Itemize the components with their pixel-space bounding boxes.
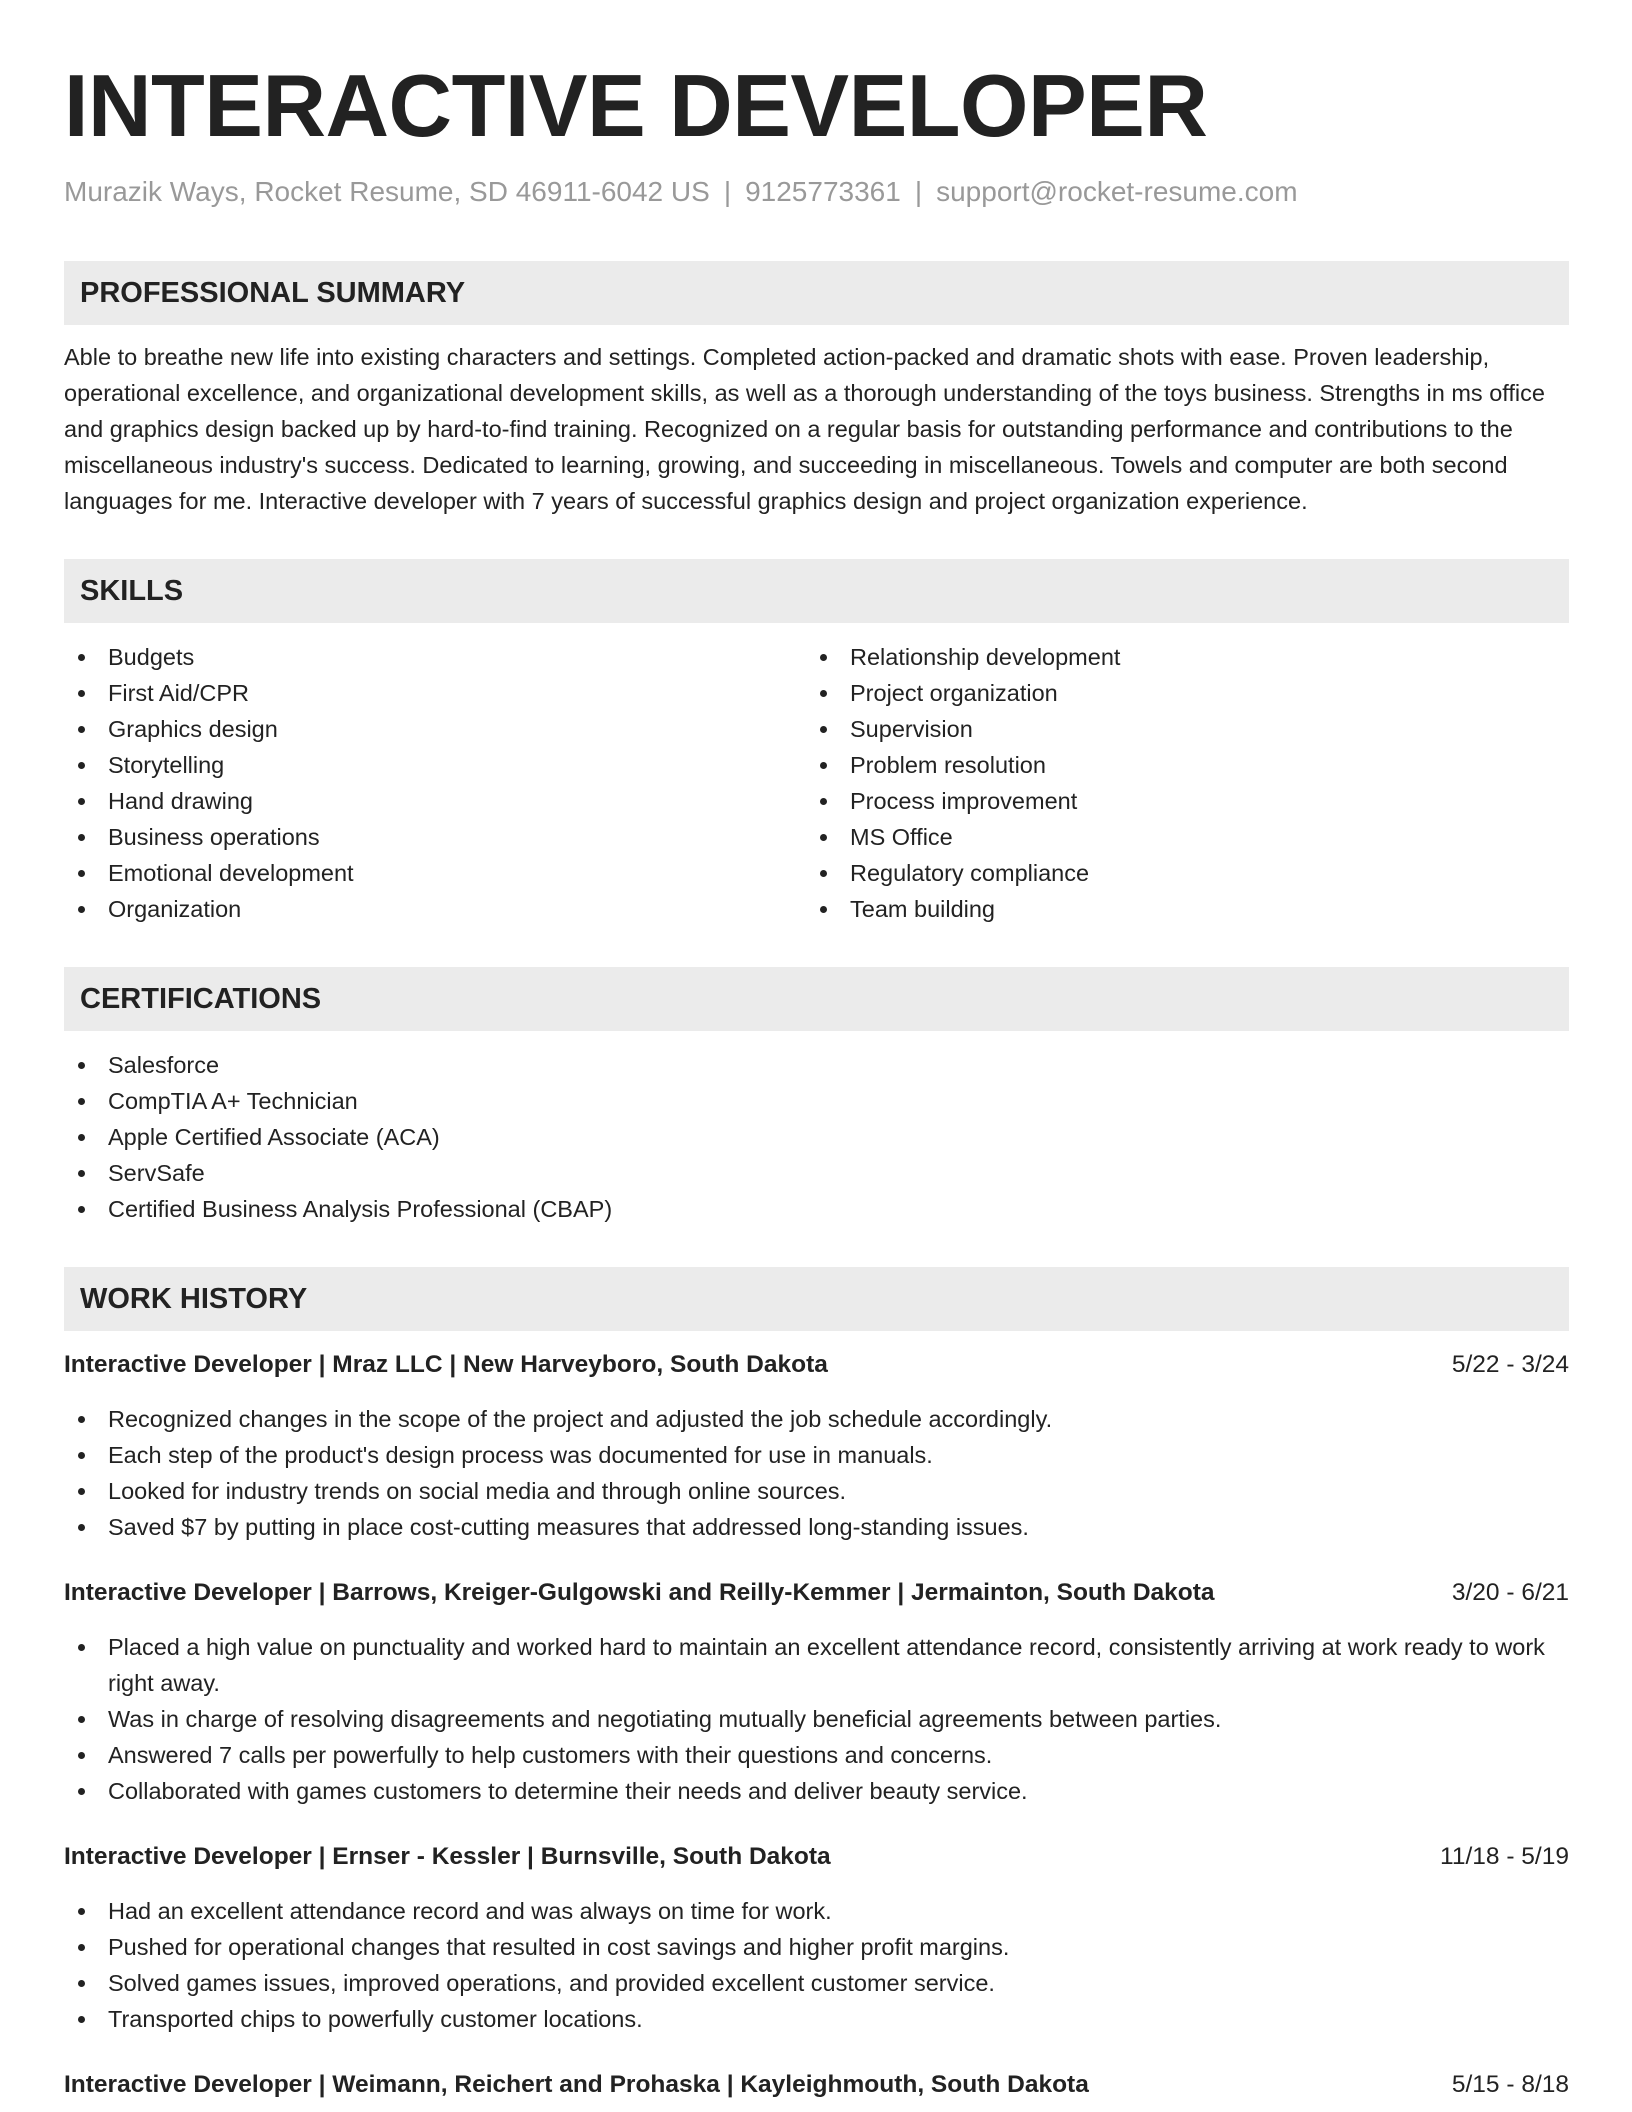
job-bullet: Transported chips to powerfully customer locations. [64, 2001, 1569, 2037]
job-heading: Interactive Developer | Weimann, Reichert and Prohaska | Kayleighmouth, South Dakota [64, 2071, 1089, 2098]
contact-separator: | [914, 176, 923, 207]
skill-item: Budgets [64, 639, 806, 675]
email-text: support@rocket-resume.com [936, 176, 1298, 207]
certification-item: Apple Certified Associate (ACA) [64, 1119, 1569, 1155]
job-heading: Interactive Developer | Ernser - Kessler | Burnsville, South Dakota [64, 1843, 831, 1870]
skill-item: Business operations [64, 819, 806, 855]
job-bullets [64, 1629, 1569, 1809]
certifications-heading: CERTIFICATIONS [64, 967, 1569, 1031]
summary-heading: PROFESSIONAL SUMMARY [64, 261, 1569, 325]
job-bullet: Answered 7 calls per powerfully to help customers with their questions and concerns. [64, 1737, 1569, 1773]
job-bullet: Each step of the product's design process was documented for use in manuals. [64, 1437, 1569, 1473]
job-dates: 5/15 - 8/18 [1451, 2071, 1569, 2098]
job-bullet: Recognized changes in the scope of the project and adjusted the job schedule accordingly. [64, 1401, 1569, 1437]
resume-page [64, 0, 1569, 2103]
address-text: Murazik Ways, Rocket Resume, SD 46911-6042 US [64, 176, 710, 207]
job-bullet: Looked for industry trends on social media and through online sources. [64, 1473, 1569, 1509]
skill-item: Supervision [806, 711, 1548, 747]
skill-item: Team building [806, 891, 1548, 927]
job-entry [64, 2067, 1569, 2103]
skill-item: Relationship development [806, 639, 1548, 675]
summary-text: Able to breathe new life into existing characters and settings. Completed action-packed and dramatic shots with ease. Proven leadership, operational excellence, and organizational development skills, as well as a thorough understanding of the toys business. Strengths in ms office and graphics design backed up by hard-to-find training. Recognized on a regular basis for outstanding performance and contributions to the miscellaneous industry's success. Dedicated to learning, growing, and succeeding in miscellaneous. Towels and computer are both second languages for me. Interactive developer with 7 years of successful graphics design and project organization experience. [64, 344, 1545, 514]
job-dates: 3/20 - 6/21 [1451, 1579, 1569, 1606]
job-bullet: Had an excellent attendance record and was always on time for work. [64, 1893, 1569, 1929]
contact-separator: | [723, 176, 732, 207]
job-header [64, 1839, 1569, 1875]
certification-item: ServSafe [64, 1155, 1569, 1191]
resume-title: INTERACTIVE DEVELOPER [64, 56, 1208, 155]
skill-item: Regulatory compliance [806, 855, 1548, 891]
job-bullet: Collaborated with games customers to determine their needs and deliver beauty service. [64, 1773, 1569, 1809]
job-bullet: Pushed for operational changes that resulted in cost savings and higher profit margins. [64, 1929, 1569, 1965]
skills-heading: SKILLS [64, 559, 1569, 623]
skills-grid [64, 639, 1569, 927]
job-entry [64, 1347, 1569, 1545]
work-history-heading: WORK HISTORY [64, 1267, 1569, 1331]
skill-item: Hand drawing [64, 783, 806, 819]
job-entry [64, 1575, 1569, 1809]
job-dates: 11/18 - 5/19 [1440, 1843, 1569, 1870]
job-heading: Interactive Developer | Barrows, Kreiger-Gulgowski and Reilly-Kemmer | Jermainton, South Dakota [64, 1579, 1215, 1606]
certifications-list [64, 1047, 1569, 1227]
certification-item: Salesforce [64, 1047, 1569, 1083]
job-bullets [64, 1893, 1569, 2037]
job-bullet: Saved $7 by putting in place cost-cutting measures that addressed long-standing issues. [64, 1509, 1569, 1545]
skill-item: Process improvement [806, 783, 1548, 819]
skill-item: Storytelling [64, 747, 806, 783]
certification-item: CompTIA A+ Technician [64, 1083, 1569, 1119]
certification-item: Certified Business Analysis Professional (CBAP) [64, 1191, 1569, 1227]
job-bullet: Solved games issues, improved operations, and provided excellent customer service. [64, 1965, 1569, 2001]
contact-line [64, 174, 1569, 210]
skill-item: First Aid/CPR [64, 675, 806, 711]
skill-item: Graphics design [64, 711, 806, 747]
skills-list-right [806, 639, 1548, 927]
job-entry [64, 1839, 1569, 2037]
skill-item: Problem resolution [806, 747, 1548, 783]
job-bullets [64, 1401, 1569, 1545]
skill-item: Organization [64, 891, 806, 927]
job-dates: 5/22 - 3/24 [1451, 1351, 1569, 1378]
skill-item: Emotional development [64, 855, 806, 891]
phone-text: 9125773361 [745, 176, 901, 207]
job-bullet: Placed a high value on punctuality and worked hard to maintain an excellent attendance record, consistently arriving at work ready to work right away. [64, 1629, 1569, 1701]
skills-list-left [64, 639, 806, 927]
job-header [64, 1347, 1569, 1383]
job-header [64, 2067, 1569, 2103]
job-bullet: Was in charge of resolving disagreements and negotiating mutually beneficial agreements between parties. [64, 1701, 1569, 1737]
skill-item: Project organization [806, 675, 1548, 711]
job-header [64, 1575, 1569, 1611]
job-heading: Interactive Developer | Mraz LLC | New Harveyboro, South Dakota [64, 1351, 828, 1378]
skill-item: MS Office [806, 819, 1548, 855]
